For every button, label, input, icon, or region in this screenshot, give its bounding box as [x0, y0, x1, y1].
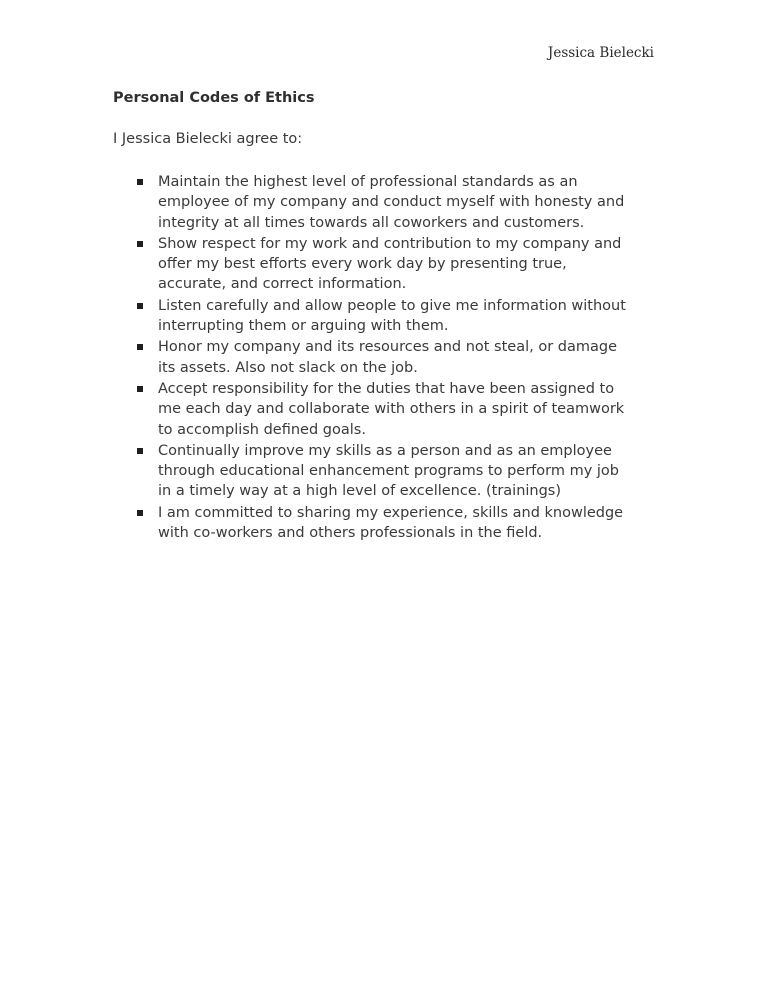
- list-item-line: its assets. Also not slack on the job.: [158, 359, 418, 376]
- list-item-line: to accomplish defined goals.: [158, 421, 366, 438]
- list-item-line: interrupting them or arguing with them.: [158, 318, 449, 335]
- square-bullet-icon: [137, 303, 143, 309]
- list-item: [158, 379, 658, 440]
- header-author-name: Jessica Bielecki: [547, 45, 654, 61]
- list-item: [158, 503, 658, 544]
- list-item-line: Honor my company and its resources and not steal, or damage: [158, 339, 618, 356]
- list-item: [158, 172, 658, 233]
- list-item-line: Continually improve my skills as a person and as an employee: [158, 442, 612, 459]
- list-item-line: I am committed to sharing my experience, skills and knowledge: [158, 504, 624, 521]
- square-bullet-icon: [137, 386, 143, 392]
- list-item: [158, 337, 658, 378]
- list-item-line: through educational enhancement programs to perform my job: [158, 463, 619, 480]
- list-item-line: accurate, and correct information.: [158, 276, 407, 293]
- list-item-line: integrity at all times towards all coworkers and customers.: [158, 214, 585, 231]
- list-item-line: me each day and collaborate with others in a spirit of teamwork: [158, 401, 625, 418]
- list-item-line: Listen carefully and allow people to give me information without: [158, 297, 626, 314]
- square-bullet-icon: [137, 241, 143, 247]
- list-item-line: Maintain the highest level of professional standards as an: [158, 174, 578, 190]
- list-item-line: Accept responsibility for the duties that have been assigned to: [158, 380, 615, 397]
- document-title: Personal Codes of Ethics: [113, 90, 315, 106]
- square-bullet-icon: [137, 510, 143, 516]
- ethics-pledge-list: [158, 172, 658, 544]
- list-item-line: offer my best efforts every work day by presenting true,: [158, 256, 567, 273]
- list-item-line: employee of my company and conduct myself with honesty and: [158, 194, 625, 211]
- list-item: [158, 234, 658, 295]
- intro-statement: I Jessica Bielecki agree to:: [113, 131, 303, 147]
- square-bullet-icon: [137, 179, 143, 185]
- list-item-line: with co-workers and others professionals in the field.: [158, 525, 543, 542]
- list-item-line: in a timely way at a high level of excellence. (trainings): [158, 483, 562, 500]
- list-item-line: Show respect for my work and contribution to my company and: [158, 235, 622, 252]
- square-bullet-icon: [137, 448, 143, 454]
- list-item: [158, 441, 658, 502]
- list-item: [158, 296, 658, 337]
- square-bullet-icon: [137, 344, 143, 350]
